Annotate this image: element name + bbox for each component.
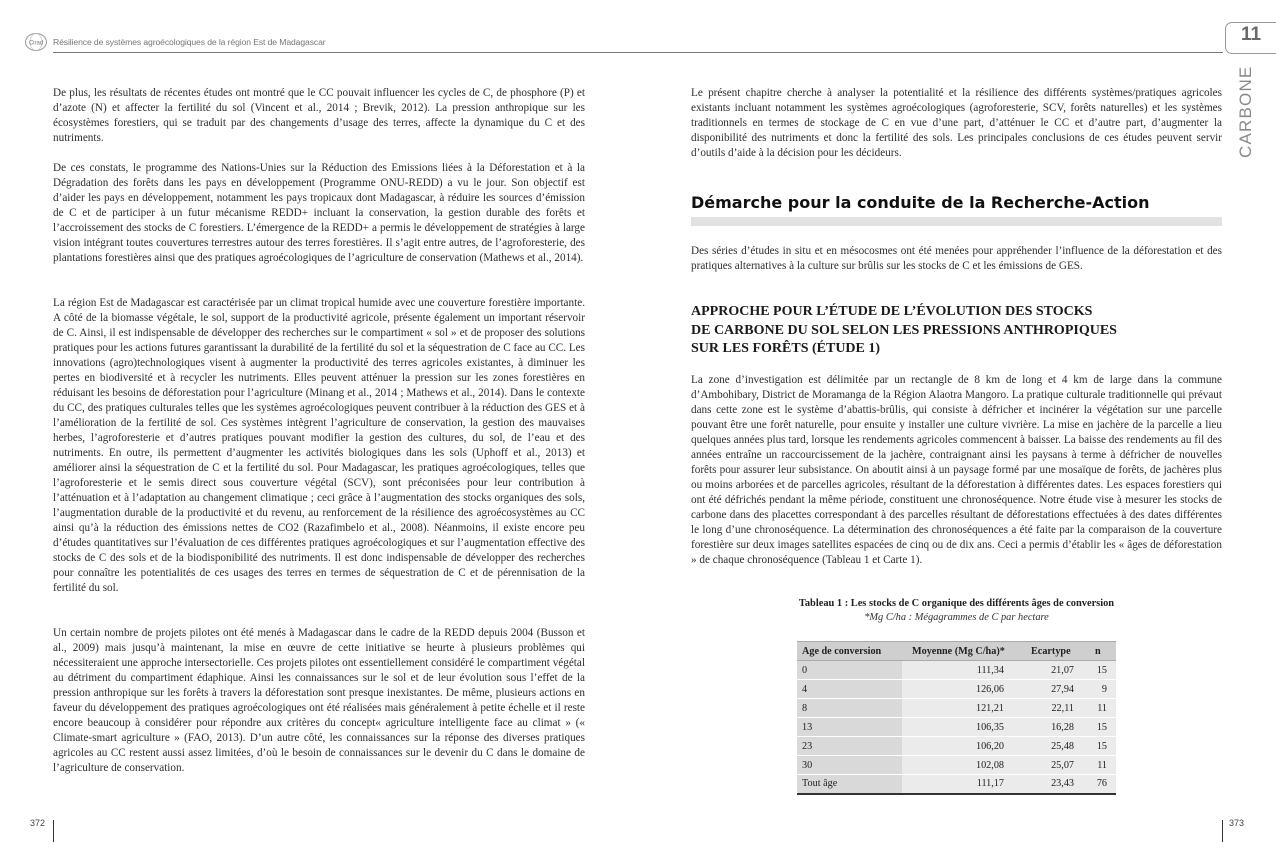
page-number-left: 372 [30, 818, 46, 828]
table-cell: 106,20 [902, 737, 1018, 756]
table-row [797, 737, 1116, 756]
table-row [797, 680, 1116, 699]
carbon-stock-table [797, 641, 1116, 795]
table-cell: 11 [1085, 756, 1116, 775]
subsection-title-line: APPROCHE POUR L’ÉTUDE DE L’ÉVOLUTION DES STOCKS [691, 304, 1093, 319]
section-title: Démarche pour la conduite de la Recherche-Action [691, 193, 1150, 212]
subsection-title-line: DE CARBONE DU SOL SELON LES PRESSIONS ANTHROPIQUES [691, 322, 1117, 338]
table-cell: 111,17 [902, 775, 1018, 794]
table-cell: 23,43 [1018, 775, 1085, 794]
table-cell: 15 [1085, 737, 1116, 756]
subsection-paragraph: La zone d’investigation est délimitée par un rectangle de 8 km de long et 4 km de large dans la commune d’Ambohibary, District de Moramanga de la Région Alaotra Mangoro. La pratique culturale traditionnelle qui prévaut dans cette zone est le système d’abattis-brûlis, qui consiste à défricher et incinérer la végétation sur une parcelle pouvant être une forêt naturelle, pour ensuite y installer une culture vivrière. La mise en jachère de la parcelle a lieu quelques années plus tard, lorsque les rendements agricoles commencent à baisser. La baisse des rendements au fil des années entraîne un raccourcissement de la jachère, contraignant ainsi les paysans à terme à défricher de nouvelles forêts pour assurer leur subsistance. On aboutit ainsi à un paysage formé par une mosaïque de forêts, de jachères plus ou moins arborées et de parcelles agricoles, résultant de la déforestation à différentes dates. Les espaces forestiers qui ont été défrichés pendant la même période, constituent une chronoséquence. Notre étude vise à mesurer les stocks de carbone dans des placettes correspondant à des parcelles résultant de déforestations effectuées à des dates différentes le long d’une chronoséquence. La détermination des chronoséquences a été faite par la comparaison de la couverture forestière sur deux images satellites espacées de cinq ou de dix ans. Ceci a permis d’établir les « âges de déforestation » de chaque chronoséquence (Tableau 1 et Carte 1). [691, 374, 1222, 566]
table-cell: 11 [1085, 699, 1116, 718]
table-row-total [797, 775, 1116, 794]
table-cell: 111,34 [902, 661, 1018, 680]
table-row [797, 661, 1116, 680]
left-paragraph-1: De plus, les résultats de récentes études ont montré que le CC pouvait influencer les cycles de C, de phosphore (P) et d’azote (N) et affecter la fertilité du sol (Vincent et al., 2014 ; Brevik, 2012). La pression anthropique sur les écosystèmes forestiers, qui se traduit par des changements d’usage des terres, affecte la dynamique du C et des nutriments. [53, 87, 585, 144]
table-subcaption: *Mg C/ha : Mégagrammes de C par hectare [864, 612, 1049, 623]
subsection-title [691, 303, 1222, 359]
table-header-cell: n [1085, 642, 1116, 661]
table-cell: 15 [1085, 718, 1116, 737]
logo-text: Cirad [28, 40, 44, 47]
left-paragraph-2: De ces constats, le programme des Nations-Unies sur la Réduction des Emissions liées à la Déforestation et à la Dégradation des forêts dans les pays en développement (Programme ONU-REDD) a vu le jour. Son objectif est d’aider les pays en développement, notamment les pays tropicaux dont Madagascar, à réduire les sources d’émission de C et de participer à un futur mécanisme REDD+ incluant la conservation, la gestion durable des forêts et l’accroissement des stocks de C forestiers. L’émergence de la REDD+ a permis le développement de stratégies à large vision intégrant toutes couvertures terrestres autour des terres forestières. Il s’agit entre autres, de l’agroforesterie, des plantations forestières ainsi que des pratiques agroécologiques de l’agriculture de conservation (Mathews et al., 2014). [53, 162, 585, 264]
table-cell: Tout âge [797, 775, 902, 794]
table-row [797, 699, 1116, 718]
table-cell: 8 [797, 699, 902, 718]
table-cell: 13 [797, 718, 902, 737]
table-cell: 30 [797, 756, 902, 775]
table-row [797, 718, 1116, 737]
chapter-word: CARBONE [1236, 65, 1255, 158]
table-cell: 27,94 [1018, 680, 1085, 699]
table-cell: 22,11 [1018, 699, 1085, 718]
page-number-rule-left [53, 820, 54, 842]
table-cell: 76 [1085, 775, 1116, 794]
section-paragraph: Des séries d’études in situ et en mésocosmes ont été menées pour appréhender l’influence de la déforestation et des pratiques alternatives à la culture sur brûlis sur les stocks de C et les émissions de GES. [691, 245, 1222, 272]
table-cell: 25,48 [1018, 737, 1085, 756]
table-cell: 15 [1085, 661, 1116, 680]
table-cell: 25,07 [1018, 756, 1085, 775]
table-cell: 21,07 [1018, 661, 1085, 680]
left-paragraph-4: Un certain nombre de projets pilotes ont été menés à Madagascar dans le cadre de la REDD depuis 2004 (Busson et al., 2009) mais jusqu’à maintenant, la mise en œuvre de cette initiative se heurte à plusieurs problèmes qui nécessiteraient une approche intersectorielle. Ces projets pilotes ont essentiellement considéré le compartiment végétal au détriment du compartiment édaphique. Ainsi les connaissances sur le sol et de leur évolution sous l’effet de la pression anthropique sur les forêts à travers la déforestation sont presque inexistantes. De même, plusieurs actions en faveur du développement des pratiques agroécologiques ont été réalisées mais généralement à petite échelle et il reste encore beaucoup à considérer pour répondre aux critères du concept« agriculture intelligente face au climat » (« Climate-smart agriculture » (FAO, 2013). D’un autre côté, les connaissances sur la réponse des diverses pratiques agricoles au CC restent aussi assez limitées, d’où le besoin de connaissances sur le devenir du C dans le domaine de l’agriculture de conservation. [53, 627, 585, 774]
cirad-logo-icon [24, 32, 48, 52]
table-header-cell: Age de conversion [797, 642, 902, 661]
page-number-right: 373 [1229, 818, 1245, 828]
table-cell: 0 [797, 661, 902, 680]
table-cell: 4 [797, 680, 902, 699]
table-caption: Tableau 1 : Les stocks de C organique des différents âges de conversion [798, 598, 1115, 609]
subsection-title-line: SUR LES FORÊTS (ÉTUDE 1) [691, 341, 881, 356]
table-cell: 126,06 [902, 680, 1018, 699]
page-number-rule-right [1222, 820, 1223, 842]
section-title-bar [691, 217, 1222, 226]
left-paragraph-3: La région Est de Madagascar est caractérisée par un climat tropical humide avec une couverture forestière importante. A côté de la biomasse végétale, le sol, support de la productivité agricole, présente également un important réservoir de C. Ainsi, il est indispensable de développer des recherches sur le compartiment « sol » et de proposer des solutions pratiques pour les actions futures garantissant la durabilité de la fertilité du sol et la séquestration de C face au CC. Les innovations (agro)technologiques visent à augmenter la productivité des terres agricoles existantes, à diminuer les pertes en biodiversité et à recycler les nutriments. Elles peuvent atténuer la pression sur les zones forestières en réduisant les besoins de déforestation pour l’agriculture (Minang et al., 2014 ; Mathews et al., 2014). Dans le contexte du CC, des pratiques culturales telles que les systèmes agroécologiques peuvent contribuer à la réduction des GES et à l’amélioration de la fertilité de sol. Ces systèmes intègrent l’agriculture de conservation, la gestion des mauvaises herbes, l’agroforesterie et d’autres pratiques pouvant modifier la gestion des cultures, du sol, de l’eau et des nutriments. En outre, ils permettent d’augmenter les activités biologiques dans les sols (Uphoff et al., 2013) et améliorer ainsi la séquestration de C et la fertilité du sol. Pour Madagascar, les pratiques agroécologiques, telles que l’agroforesterie et le semis direct sous couverture végétal (SCV), sont préconisées pour leur contribution à l’atténuation et à l’adaptation au changement climatique ; ceci grâce à l’augmentation des stocks organiques des sols, l’augmentation durable de la productivité et du revenu, au renforcement de la résilience des agroécosystèmes au CC ainsi qu’à la réduction des émissions nettes de CO2 (Razafimbelo et al., 2008). Néanmoins, il existe encore peu d’études quantitatives sur l’évaluation de ces différentes pratiques agroécologiques et sur l’augmentation effective des stocks de C des sols et de la biodisponibilité des nutriments. Il est donc indispensable de développer des recherches pour connaître les potentialités de ces usages des terres en termes de séquestration de C et de pérennisation de la fertilité du sol. [53, 297, 585, 594]
table-cell: 9 [1085, 680, 1116, 699]
table-header-row [797, 642, 1116, 661]
table-cell: 106,35 [902, 718, 1018, 737]
table-cell: 121,21 [902, 699, 1018, 718]
table-cell: 23 [797, 737, 902, 756]
table-cell: 16,28 [1018, 718, 1085, 737]
header-rule [53, 52, 1223, 53]
right-intro-paragraph: Le présent chapitre cherche à analyser la potentialité et la résilience des différents systèmes/pratiques agricoles existants incluant notamment les systèmes agroécologiques (agroforesterie, SCV, forêts naturelles) et les systèmes traditionnels en termes de stockage de C en vue d’une part, d’atténuer le CC et d’autre part, d’augmenter la disponibilité des nutriments et donc la fertilité des sols. Les principales conclusions de ces études peuvent servir d’outils d’aide à la décision pour les décideurs. [691, 87, 1222, 159]
chapter-number: 11 [1240, 24, 1262, 45]
running-title: Résilience de systèmes agroécologiques de la région Est de Madagascar [53, 37, 326, 47]
table-row [797, 756, 1116, 775]
table-header-cell: Moyenne (Mg C/ha)* [902, 642, 1018, 661]
table-header-cell: Ecartype [1018, 642, 1085, 661]
table-cell: 102,08 [902, 756, 1018, 775]
